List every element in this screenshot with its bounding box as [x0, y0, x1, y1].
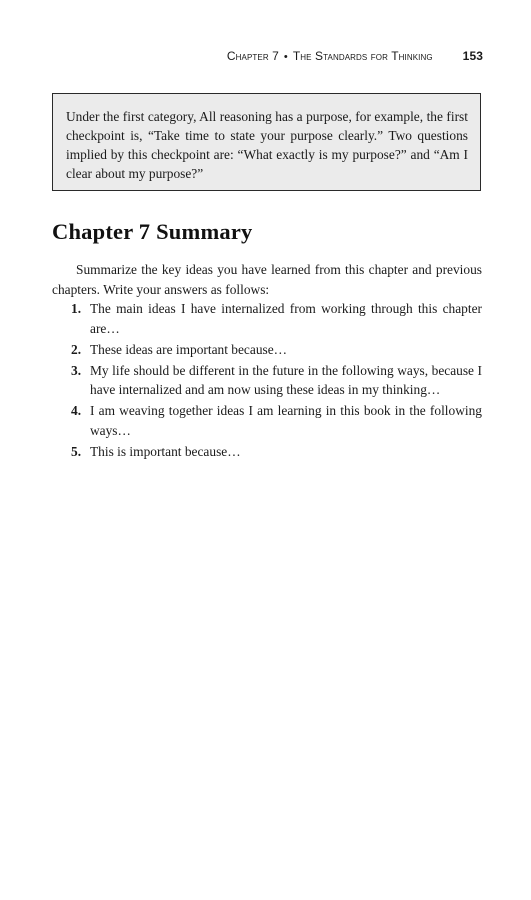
list-item-text: I am weaving together ideas I am learning in this book in the following ways… — [90, 403, 482, 438]
list-item — [52, 401, 482, 440]
list-item-number: 4. — [71, 403, 82, 418]
list-item-text: The main ideas I have internalized from working through this chapter are… — [90, 301, 482, 336]
list-item — [52, 340, 482, 360]
callout-text: Under the first category, All reasoning has a purpose, for example, the first checkpoint is, “Take time to state your purpose clearly.” Two questions implied by this checkpoint are: “What exactly is my purpose?” and “Am I clear about my purpose?” — [66, 109, 468, 181]
section-title: Chapter 7 Summary — [52, 219, 253, 244]
list-item-number: 2. — [71, 341, 82, 357]
list-item — [52, 442, 482, 462]
summary-list — [52, 299, 482, 463]
list-item-number: 1. — [71, 301, 82, 316]
list-item-number: 3. — [71, 362, 82, 378]
callout-box — [52, 93, 481, 191]
list-item-number: 5. — [71, 443, 82, 459]
page-number: 153 — [462, 49, 483, 63]
header-separator: • — [283, 51, 288, 63]
running-header — [52, 49, 483, 65]
header-chapter-title: The Standards for Thinking — [292, 49, 433, 63]
list-item — [52, 299, 482, 338]
list-item-text: These ideas are important because… — [90, 341, 288, 357]
header-chapter-label: Chapter 7 — [226, 49, 279, 63]
list-item — [52, 361, 482, 400]
list-item-text: This is important because… — [90, 443, 241, 459]
section-intro: Summarize the key ideas you have learned from this chapter and previous chapters. Write your answers as follows: — [52, 262, 482, 297]
list-item-text: My life should be different in the future in the following ways, because I have internalized and am now using these ideas in my thinking… — [90, 362, 482, 397]
